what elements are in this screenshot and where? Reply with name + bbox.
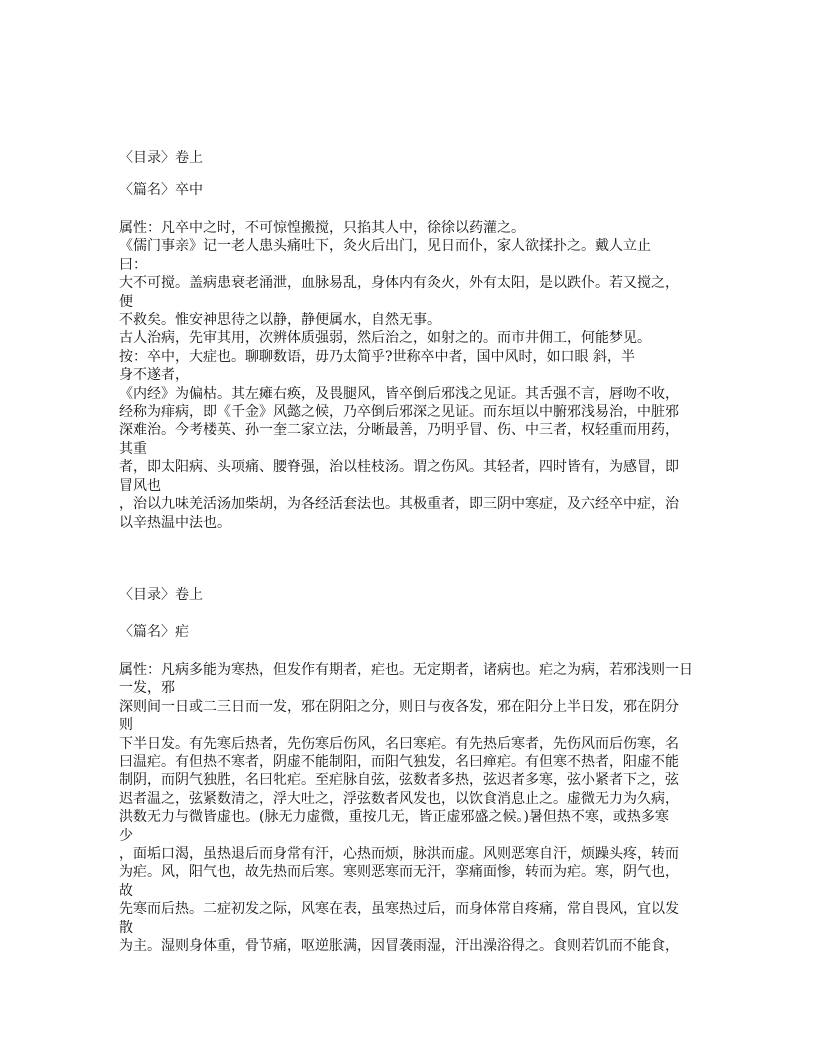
text-line: 一发，邪	[119, 680, 175, 697]
text-line: 为疟。风，阳气也，故先热而后寒。寒则恶寒而无汗，挛痛面惨，转而为疟。寒，阴气也，	[119, 864, 679, 881]
text-line: 属性：凡卒中之时，不可惊惶搬搅，只掐其人中，徐徐以药灌之。	[119, 220, 525, 236]
text-line: 不救矣。惟安神思待之以静，静便属水，自然无事。	[119, 312, 441, 329]
text-line: 先寒而后热。二症初发之际，风寒在表，虽寒热过后，而身体常自疼痛，常自畏风，宜以发	[119, 901, 679, 918]
catalog-heading: 〈目录〉卷上	[119, 587, 203, 603]
text-line: 经称为痱病，即《千金》风懿之候，乃卒倒后邪深之见证。而东垣以中腑邪浅易治，中脏邪	[119, 404, 679, 421]
text-line: 《内经》为偏枯。其左瘫右痪，及畏腿风，皆卒倒后邪浅之见证。其舌强不言，唇吻不收，	[119, 385, 679, 402]
catalog-heading: 〈目录〉卷上	[119, 150, 203, 166]
text-line: 属性：凡病多能为寒热，但发作有期者，疟也。无定期者，诸病也。疟之为病，若邪浅则一日	[119, 662, 693, 678]
text-line: 散	[119, 919, 133, 936]
chapter-body	[119, 661, 693, 956]
text-line: 迟者温之，弦紧数清之，浮大吐之，浮弦数者风发也，以饮食消息止之。虚微无力为久病，	[119, 790, 679, 807]
text-line: 曰温疟。有但热不寒者，阴虚不能制阳，而阳气独发，名曰瘅疟。有但寒不热者，阳虚不能	[119, 754, 679, 771]
text-line: 洪数无力与微皆虚也。(脉无力虚微，重按几无，皆正虚邪盛之候。)暑但热不寒，或热多寒	[119, 809, 669, 826]
text-line: 少	[119, 827, 133, 844]
text-line: 为主。湿则身体重，骨节痛，呕逆胀满，因冒袭雨湿，汗出澡浴得之。食则若饥而不能食，	[119, 938, 679, 955]
text-line: ，治以九味羌活汤加柴胡，为各经活套法也。其极重者，即三阴中寒症，及六经卒中症，治	[119, 496, 679, 513]
text-line: 《儒门事亲》记一老人患头痛吐下，灸火后出门，见日而仆，家人欲揉扑之。戴人立止	[119, 238, 651, 255]
text-line: 故	[119, 882, 133, 899]
section-zuzhong	[119, 149, 679, 532]
text-line: 制阴，而阴气独胜，名曰牝疟。至疟脉自弦，弦数者多热，弦迟者多寒，弦小紧者下之，弦	[119, 772, 679, 789]
text-line: 则	[119, 717, 133, 734]
chapter-title: 〈篇名〉疟	[119, 624, 189, 640]
text-line: 者，即太阳病、头项痛、腰脊强，治以桂枝汤。谓之伤风。其轻者，四时皆有，为感冒，即	[119, 459, 679, 476]
text-line: 按：卒中，大症也。聊聊数语，毋乃太简乎?世称卒中者，国中风时，如口眼 斜，半	[119, 348, 635, 365]
text-line: 身不遂者，	[119, 367, 189, 384]
text-line: 深则间一日或二三日而一发，邪在阴阳之分，则日与夜各发，邪在阳分上半日发，邪在阴分	[119, 698, 679, 715]
text-line: 古人治病，先审其用，次辨体质强弱，然后治之，如射之的。而市井佣工，何能梦见。	[119, 330, 651, 347]
text-line: 深难治。今考楼英、孙一奎二家立法，分晰最善，乃明乎冒、伤、中三者，权轻重而用药，	[119, 422, 679, 439]
text-line: 其重	[119, 440, 147, 457]
text-line: 以辛热温中法也。	[119, 514, 231, 531]
text-line: ，面垢口渴，虽热退后而身常有汗，心热而烦，脉洪而虚。风则恶寒自汗，烦躁头疼，转而	[119, 846, 679, 863]
text-line: 大不可搅。盖病患衰老涌泄，血脉易乱，身体内有灸火，外有太阳，是以跌仆。若又搅之，	[119, 275, 679, 292]
text-line: 下半日发。有先寒后热者，先伤寒后伤风，名曰寒疟。有先热后寒者，先伤风而后伤寒，名	[119, 735, 679, 752]
text-line: 曰：	[119, 256, 147, 273]
section-nue	[119, 586, 693, 956]
text-line: 便	[119, 293, 133, 310]
chapter-title: 〈篇名〉卒中	[119, 182, 203, 198]
chapter-body	[119, 219, 679, 532]
text-line: 冒风也	[119, 477, 161, 494]
